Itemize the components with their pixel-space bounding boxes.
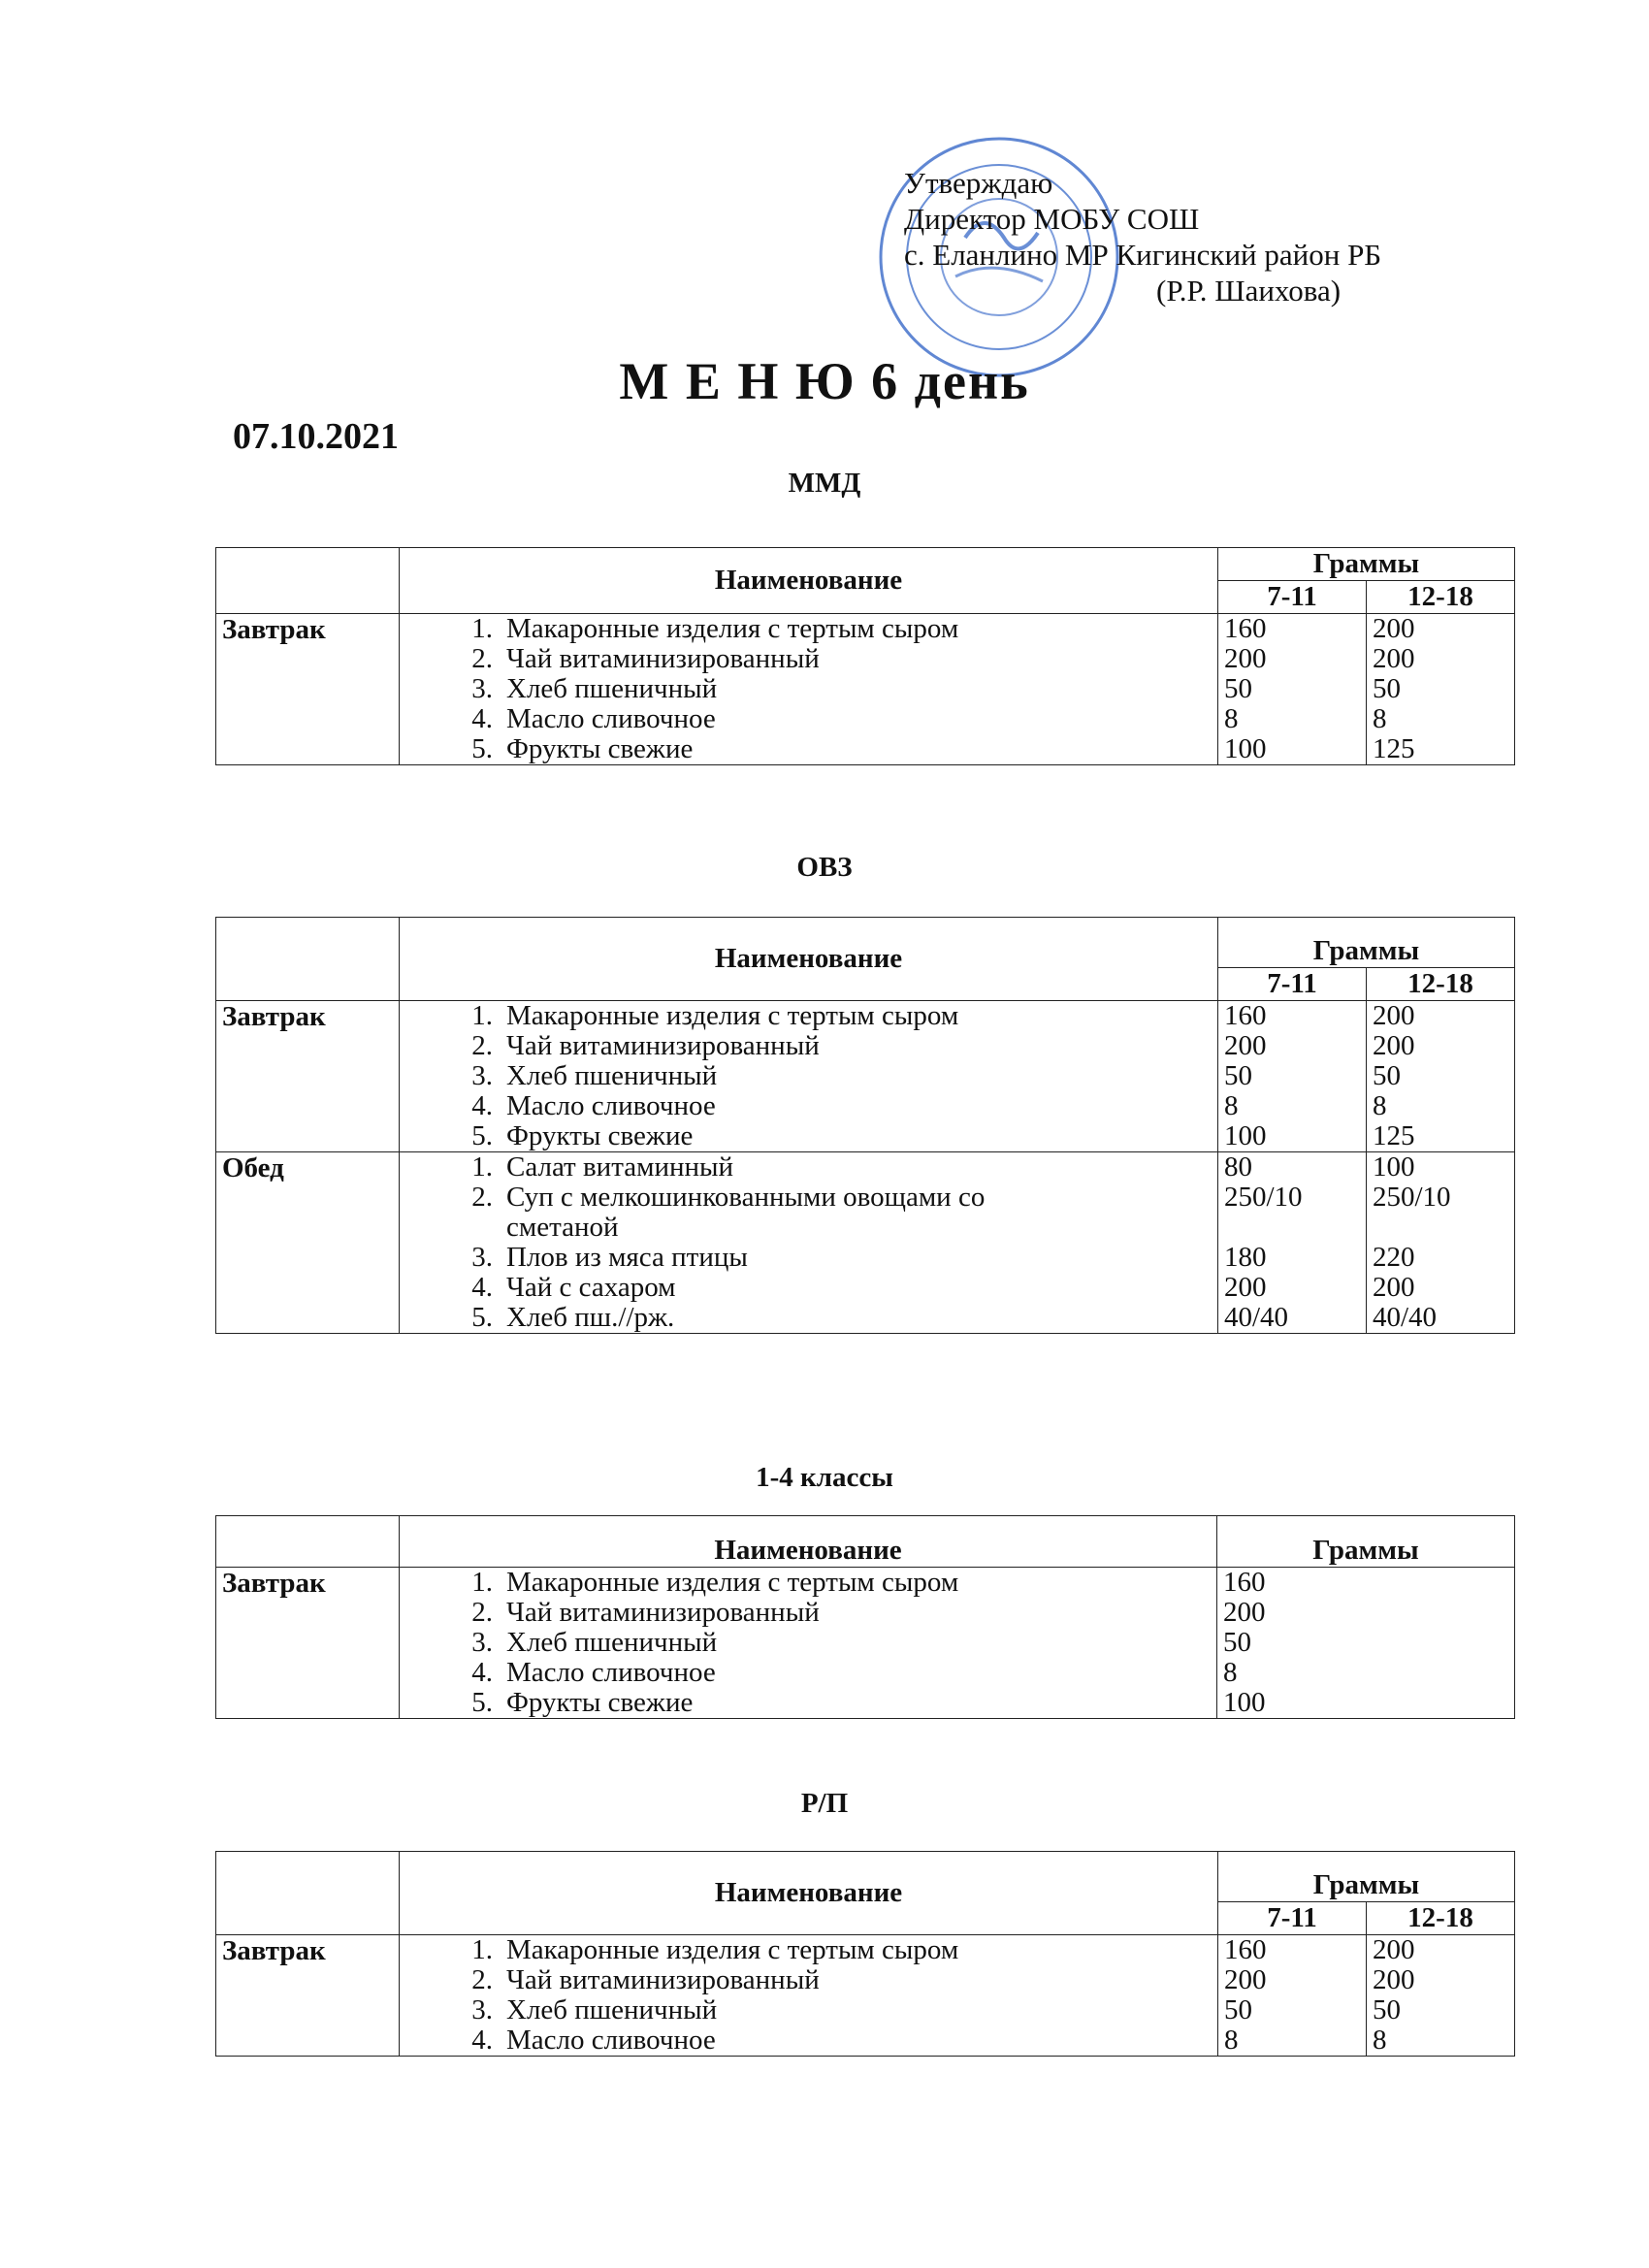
column-name-header: Наименование [400,918,1218,1001]
list-item: 1. Макаронные изделия с тертым сыром [471,613,959,644]
list-item: 5. Хлеб пш.//рж. [471,1302,675,1333]
column-name-header: Наименование [400,1516,1217,1568]
list-item: 1. Макаронные изделия с тертым сыром [471,1000,959,1031]
table-row [216,1935,1515,2057]
table-row [216,1152,1515,1334]
list-item: 4. Чай с сахаром [471,1272,676,1303]
list-item: 4. Масло сливочное [471,2025,716,2056]
list-item: 3. Хлеб пшеничный [471,1627,718,1658]
grams-12-18-column: 200 200 50 8 125 [1367,1001,1515,1152]
list-item: сметаной [506,1212,619,1243]
list-item: 1. Макаронные изделия с тертым сыром [471,1934,959,1965]
menu-table-grades-1-4 [215,1515,1515,1719]
age-12-18-header: 12-18 [1367,968,1515,1001]
table-row [216,1568,1515,1719]
grams-12-18-column: 200 200 50 8 125 [1367,614,1515,765]
grams-7-11-column: 160 200 50 8 100 [1218,614,1367,765]
section-heading-rp: Р/П [800,1788,849,1819]
list-item: 5. Фрукты свежие [471,1120,694,1151]
approval-block [904,165,1381,308]
column-name-header: Наименование [400,548,1218,614]
page-title: М Е Н Ю 6 день [619,352,1030,410]
list-item: 2. Чай витаминизированный [471,1030,820,1061]
list-item: 3. Плов из мяса птицы [471,1242,748,1273]
meal-label: Завтрак [216,1935,400,2057]
meal-label: Завтрак [216,1001,400,1152]
list-item: 3. Хлеб пшеничный [471,673,718,704]
list-item: 5. Фрукты свежие [471,1687,694,1718]
meal-label: Завтрак [216,1568,400,1719]
section-heading-grades-1-4: 1-4 классы [756,1462,893,1493]
list-item: 4. Масло сливочное [471,703,716,734]
list-item: 2. Чай витаминизированный [471,1964,820,1995]
grams-7-11-column: 80 250/10 180 200 40/40 [1218,1152,1367,1334]
table-row [216,1001,1515,1152]
age-7-11-header: 7-11 [1218,581,1367,614]
column-grams-header: Граммы [1218,1852,1515,1902]
menu-table-mmd [215,547,1515,765]
list-item: 1. Салат витаминный [471,1151,734,1183]
grams-12-18-column: 200 200 50 8 [1367,1935,1515,2057]
menu-table-rp [215,1851,1515,2057]
approval-line-2: Директор МОБУ СОШ [904,202,1200,236]
list-item: 3. Хлеб пшеничный [471,1994,718,2025]
grams-12-18-column: 100 250/10 220 200 40/40 [1367,1152,1515,1334]
table-row [216,614,1515,765]
grams-7-11-column: 160 200 50 8 [1218,1935,1367,2057]
age-7-11-header: 7-11 [1218,1902,1367,1935]
grams-7-11-column: 160 200 50 8 100 [1218,1001,1367,1152]
grams-column: 160 200 50 8 100 [1217,1568,1515,1719]
column-grams-header: Граммы [1218,548,1515,581]
column-name-header: Наименование [400,1852,1218,1935]
menu-date: 07.10.2021 [233,416,399,457]
list-item: 2. Чай витаминизированный [471,643,820,674]
meal-label: Завтрак [216,614,400,765]
section-heading-ovz: ОВЗ [796,852,853,883]
list-item: 4. Масло сливочное [471,1090,716,1121]
menu-table-ovz [215,917,1515,1334]
age-12-18-header: 12-18 [1367,581,1515,614]
section-heading-mmd: ММД [788,468,861,499]
list-item: 3. Хлеб пшеничный [471,1060,718,1091]
age-7-11-header: 7-11 [1218,968,1367,1001]
column-grams-header: Граммы [1217,1516,1515,1568]
column-grams-header: Граммы [1218,918,1515,968]
list-item: 2. Чай витаминизированный [471,1597,820,1628]
list-item: 5. Фрукты свежие [471,733,694,764]
list-item: 1. Макаронные изделия с тертым сыром [471,1567,959,1598]
list-item: 4. Масло сливочное [471,1657,716,1688]
approval-signature: (Р.Р. Шаихова) [1156,274,1342,308]
age-12-18-header: 12-18 [1367,1902,1515,1935]
list-item: 2. Суп с мелкошинкованными овощами со [471,1182,986,1213]
approval-line-3: с. Еланлино МР Кигинский район РБ [904,238,1382,272]
approval-line-1: Утверждаю [904,166,1053,200]
meal-label: Обед [216,1152,400,1334]
